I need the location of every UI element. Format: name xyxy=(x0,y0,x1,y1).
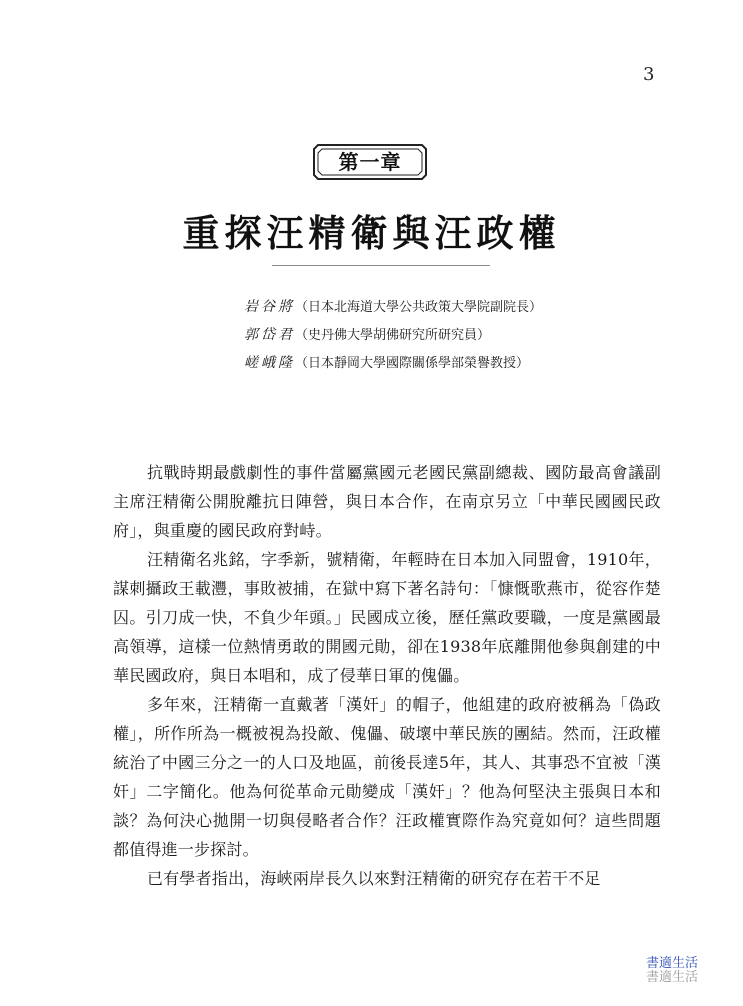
paragraph: 汪精衛名兆銘，字季新，號精衛，年輕時在日本加入同盟會，1910年，謀刺攝政王載灃，事敗被捕，在獄中寫下著名詩句：「慷慨歌燕市，從容作楚囚。引刀成一快，不負少年頭。」民國成立後，歷任黨政要職，一度是黨國最高領導，這樣一位熱情勇敢的開國元勛，卻在1938年底離開他參與創建的中華民國政府，與日本唱和，成了侵華日軍的傀儡。 xyxy=(113,550,661,685)
paragraph: 已有學者指出，海峽兩岸長久以來對汪精衛的研究存在若干不足 xyxy=(147,869,601,888)
paragraph: 多年來，汪精衛一直戴著「漢奸」的帽子，他組建的政府被稱為「偽政權」，所作所為一概被視為投敵、傀儡、破壞中華民族的團結。然而，汪政權統治了中國三分之一的人口及地區，前後長達5年，其人、其事恐不宜被「漢奸」二字簡化。他為何從革命元勛變成「漢奸」？他為何堅決主張與日本和談？為何決心拋開一切與侵略者合作？汪政權實際作為究竟如何？這些問題都值得進一步探討。 xyxy=(113,695,661,859)
author-line xyxy=(244,321,542,349)
watermark xyxy=(646,957,698,985)
author-affiliation: （史丹佛大學胡佛研究所研究員） xyxy=(295,328,491,343)
watermark-line: 書適生活 xyxy=(646,970,699,985)
author-name: 郭岱君 xyxy=(244,327,295,343)
author-affiliation: （日本北海道大學公共政策大學院副院長） xyxy=(295,300,543,315)
body-text xyxy=(113,458,661,893)
page-number: 3 xyxy=(643,64,655,85)
author-line xyxy=(244,293,542,321)
chapter-label: 第一章 xyxy=(338,150,402,174)
title-divider xyxy=(272,265,490,266)
paragraph: 抗戰時期最戲劇性的事件當屬黨國元老國民黨副總裁、國防最高會議副主席汪精衛公開脫離抗日陣營，與日本合作，在南京另立「中華民國國民政府」，與重慶的國民政府對峙。 xyxy=(113,463,661,540)
author-name: 嵯峨隆 xyxy=(244,355,295,371)
author-list xyxy=(244,293,542,377)
author-line xyxy=(244,349,542,377)
chapter-label-frame xyxy=(312,143,428,181)
watermark-line: 書適生活 xyxy=(646,956,699,971)
author-name: 岩谷將 xyxy=(244,299,295,315)
author-affiliation: （日本靜岡大學國際關係學部榮譽教授） xyxy=(295,356,530,371)
chapter-title: 重探汪精衛與汪政權 xyxy=(182,212,561,255)
